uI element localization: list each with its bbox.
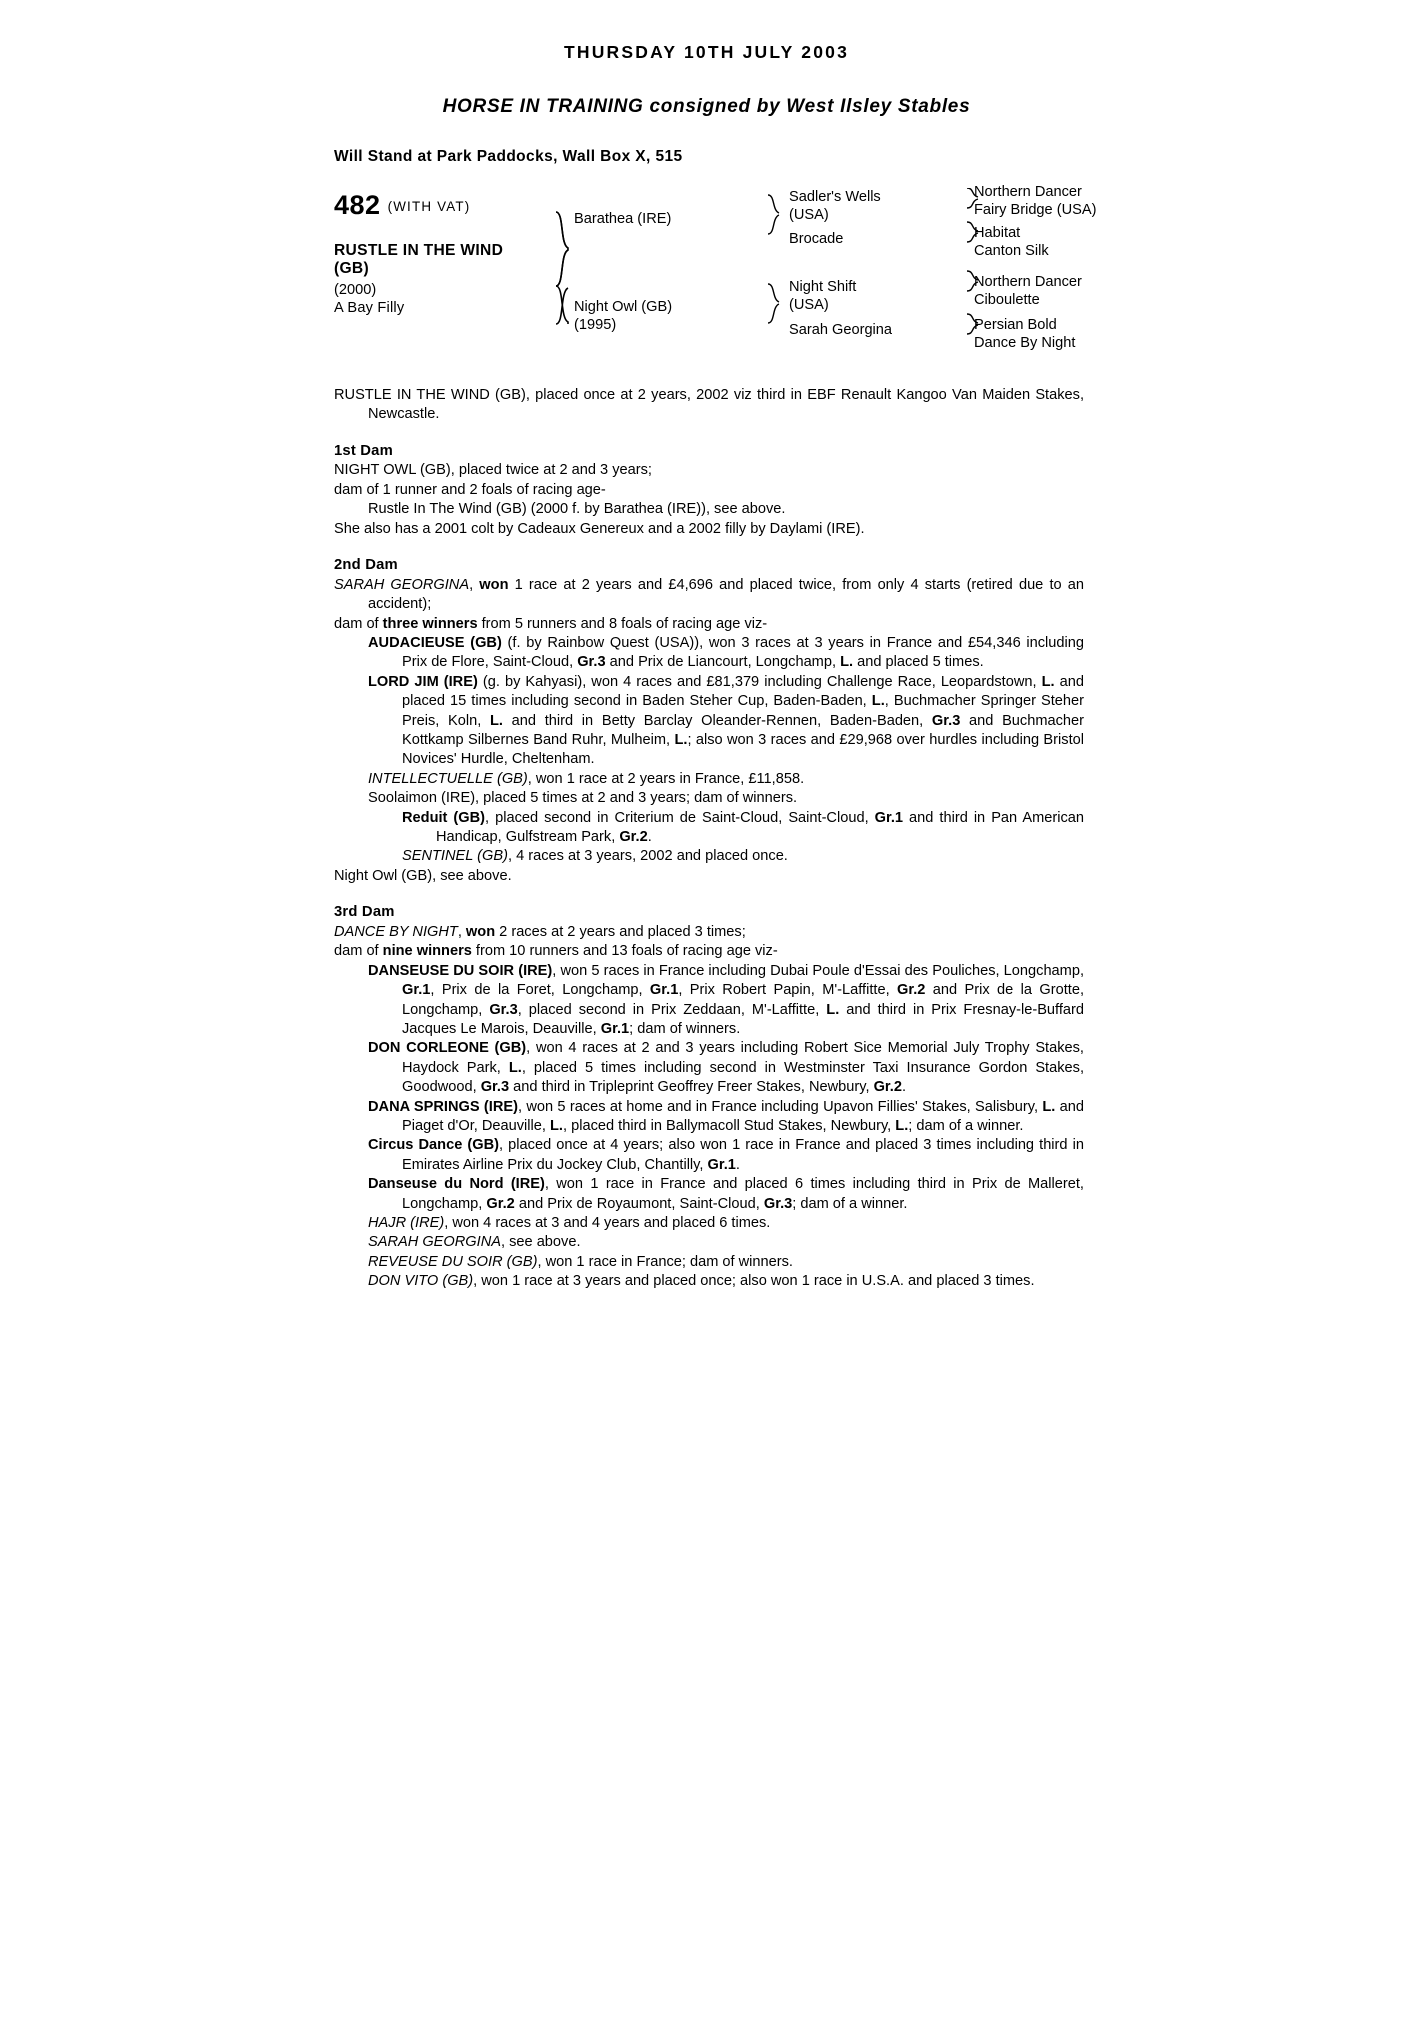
standing-location: Will Stand at Park Paddocks, Wall Box X, 515 [334,148,683,165]
progeny-item: REVEUSE DU SOIR (GB), won 1 race in France; dam of winners. [368,1253,793,1270]
section-title-2nd-dam: 2nd Dam [334,557,398,574]
progeny-item: Night Owl (GB), see above. [334,867,512,884]
third-dam-head: DANCE BY NIGHT, won 2 races at 2 years and placed 3 times; [334,923,746,940]
great-grandparent-8: Dance By Night [974,335,1076,352]
great-grandparent-5: Northern Dancer [974,274,1082,290]
pedigree-notes [334,386,1084,1292]
horse-name-text: RUSTLE IN THE WIND [334,242,504,260]
progeny-item: DON VITO (GB), won 1 race at 3 years and placed once; also won 1 race in U.S.A. and placed 3 times. [368,1273,1035,1290]
great-grandparent-3: Habitat [974,225,1021,241]
progeny-item: DANA SPRINGS (IRE), won 5 races at home and in France including Upavon Fillies' Stakes, Salisbury, L. and Piaget d'Or, Deauville, L., placed third in Ballymacoll Stud Stakes, Newbury, L.; dam of a winner. [368,1098,1084,1135]
section-title-3rd-dam: 3rd Dam [334,904,395,921]
first-dam-line-3: Rustle In The Wind (GB) (2000 f. by Barathea (IRE)), see above. [368,501,786,518]
grandparent-2 [789,230,843,248]
great-grandparent-4: Canton Silk [974,243,1049,260]
horse-country: (GB) [334,260,369,278]
grandparent-3-extra: (USA) [789,297,829,314]
dam-name: Night Owl (GB) [574,299,673,315]
grandparent-3-name: Night Shift [789,279,857,295]
grandparent-3 [789,278,856,315]
second-dam-name: SARAH GEORGINA [334,576,470,593]
third-dam-name: DANCE BY NIGHT [334,923,458,940]
grandparent-4 [789,321,892,339]
sire-name: Barathea (IRE) [574,211,672,227]
lot-vat-note: (WITH VAT) [387,199,471,214]
great-grandparent-1: Northern Dancer [974,184,1082,200]
progeny-item: DON CORLEONE (GB), won 4 races at 2 and 3 years including Robert Sice Memorial July Trophy Stakes, Haydock Park, L., placed 5 times including second in Westminster Taxi Insurance Gordon Stakes, Goodwood, Gr.3 and third in Tripleprint Geoffrey Freer Stakes, Newbury, Gr.2. [368,1040,1084,1096]
great-grandparent-7: Persian Bold [974,317,1057,333]
progeny-item: Reduit (GB), placed second in Criterium de Saint-Cloud, Saint-Cloud, Gr.1 and third in Pan American Handicap, Gulfstream Park, Gr.2. [402,809,1084,846]
section-title-1st-dam: 1st Dam [334,442,393,459]
progeny-item: AUDACIEUSE (GB) (f. by Rainbow Quest (USA)), won 3 races at 3 years in France and £54,346 including Prix de Flore, Saint-Cloud, Gr.3 and Prix de Liancourt, Longchamp, L. and placed 5 times. [368,635,1085,671]
grandparent-4-name: Sarah Georgina [789,322,893,338]
great-grandparent-group-4 [974,316,1075,353]
horse-summary: RUSTLE IN THE WIND (GB), placed once at 2 years, 2002 viz third in EBF Renault Kangoo Van Maiden Stakes, Newcastle. [334,387,1084,423]
dam-year: (1995) [574,317,617,334]
first-dam-line-1: NIGHT OWL (GB), placed twice at 2 and 3 years; [334,462,652,479]
progeny-item: SARAH GEORGINA, see above. [368,1234,581,1251]
great-grandparent-group-2 [974,224,1049,261]
progeny-item: LORD JIM (IRE) (g. by Kahyasi), won 4 races and £81,379 including Challenge Race, Leopardstown, L. and placed 15 times including second in Baden Steher Cup, Baden-Baden, L., Buchmacher Springer Steher Preis, Koln, L. and third in Betty Barclay Oleander-Rennen, Baden-Baden, Gr.3 and Buchmacher Kottkamp Silbernes Band Ruhr, Mulheim, L.; also won 3 races and £29,968 over hurdles including Bristol Novices' Hurdle, Cheltenham. [368,673,1084,768]
lot-identity [334,188,534,318]
pedigree-table [334,184,1097,368]
catalogue-page [0,42,1413,2042]
dam-block [574,298,672,335]
page-header-date: THURSDAY 10TH JULY 2003 [563,42,850,62]
progeny-item: Danseuse du Nord (IRE), won 1 race in France and placed 6 times including third in Prix de Malleret, Longchamp, Gr.2 and Prix de Royaumont, Saint-Cloud, Gr.3; dam of a winner. [368,1176,1084,1212]
third-dam-damof: dam of nine winners from 10 runners and 13 foals of racing age viz- [334,943,778,960]
first-dam-line-2: dam of 1 runner and 2 foals of racing age- [334,481,606,498]
progeny-item: Circus Dance (GB), placed once at 4 years; also won 1 race in France and placed 3 times including third in Emirates Airline Prix du Jockey Club, Chantilly, Gr.1. [368,1137,1084,1173]
horse-description: A Bay Filly [334,300,405,317]
great-grandparent-group-3 [974,273,1082,310]
second-dam-head [334,576,1084,615]
great-grandparent-2: Fairy Bridge (USA) [974,202,1097,219]
progeny-item: SENTINEL (GB), 4 races at 3 years, 2002 and placed once. [402,848,788,865]
horse-foaled-year: (2000) [334,281,377,298]
horse-name [334,242,534,279]
lot-number-row [334,188,534,222]
progeny-item: INTELLECTUELLE (GB), won 1 race at 2 years in France, £11,858. [368,770,805,787]
great-grandparent-group-1 [974,183,1096,220]
consignment-title: HORSE IN TRAINING consigned by West Ilsley Stables [442,96,971,117]
grandparent-1 [789,188,881,225]
second-dam-damof: dam of three winners from 5 runners and 8 foals of racing age viz- [334,615,768,632]
grandparent-1-extra: (USA) [789,207,829,224]
first-dam-line-4: She also has a 2001 colt by Cadeaux Genereux and a 2002 filly by Daylami (IRE). [334,520,865,537]
grandparent-2-name: Brocade [789,231,844,247]
lot-number: 482 [334,190,381,220]
progeny-item: HAJR (IRE), won 4 races at 3 and 4 years and placed 6 times. [368,1215,771,1232]
progeny-item: Soolaimon (IRE), placed 5 times at 2 and 3 years; dam of winners. [368,790,798,807]
grandparent-1-name: Sadler's Wells [789,189,881,205]
second-dam-head-rest: , won 1 race at 2 years and £4,696 and placed twice, from only 4 starts (retired due to an accident); [368,576,1084,613]
progeny-item: DANSEUSE DU SOIR (IRE), won 5 races in France including Dubai Poule d'Essai des Pouliches, Longchamp, Gr.1, Prix de la Foret, Longchamp, Gr.1, Prix Robert Papin, M'-Laffitte, Gr.2 and Prix de la Grotte, Longchamp, Gr.3, placed second in Prix Zeddaan, M'-Laffitte, L. and third in Prix Fresnay-le-Buffard Jacques Le Marois, Deauville, Gr.1; dam of winners. [368,962,1085,1037]
great-grandparent-6: Ciboulette [974,292,1040,309]
